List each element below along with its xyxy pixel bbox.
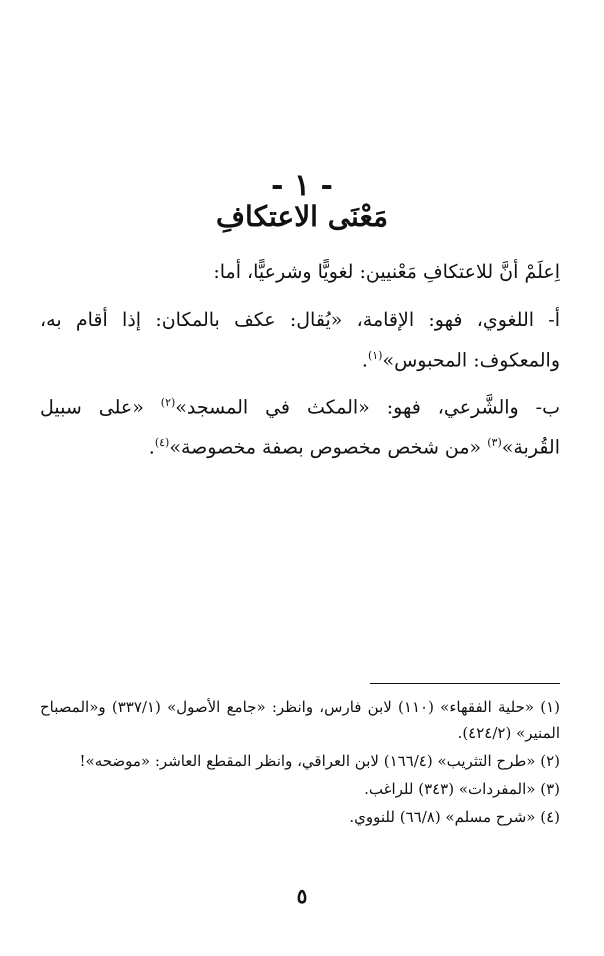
paragraph-legal — [40, 385, 560, 466]
paragraph-legal-text-1: ب- والشَّرعي، فهو: «المكث في المسجد» — [175, 396, 560, 419]
chapter-number: - ١ - — [271, 168, 333, 203]
footnote-4: (٤) «شرح مسلم» (٦٦/٨) للنووي. — [349, 808, 560, 826]
footnote-ref-4: (٤) — [154, 436, 170, 450]
paragraph-linguistic — [40, 302, 560, 378]
paragraph-linguistic-text: أ- اللغوي، فهو: الإقامة، «يُقال: عكف بالمكان: إذا أقام به، والمعكوف: المحبوس» — [40, 309, 560, 372]
footnote-ref-2: (٢) — [160, 396, 176, 409]
footnote-ref-3: (٣) — [487, 436, 502, 450]
footnote-separator — [370, 683, 560, 684]
footnote-ref-1: (١) — [367, 349, 383, 362]
intro-paragraph: اِعلَمْ أنَّ للاعتكافِ مَعْنيين: لغويًّا وشرعيًّا، أما: — [213, 261, 560, 283]
paragraph-legal-text-2: «على سبيل القُربة» — [40, 396, 560, 459]
chapter-title: مَعْنَى الاعتكافِ — [216, 200, 388, 233]
sentence-end: . — [148, 436, 155, 459]
footnote-3: (٣) «المفردات» (٣٤٣) للراغب. — [364, 780, 560, 798]
paragraph-legal-text-3: «من شخص مخصوص بصفة مخصوصة» — [169, 436, 488, 459]
sentence-end: . — [361, 349, 368, 372]
footnote-2: (٢) «طرح التثريب» (١٦٦/٤) لابن العراقي، وانظر المقطع العاشر: «موضحه»! — [79, 752, 560, 770]
page-number: ٥ — [296, 884, 308, 908]
footnotes — [40, 694, 560, 832]
footnote-1: (١) «حلية الفقهاء» (١١٠) لابن فارس، وانظر: «جامع الأصول» (٣٣٧/١) و«المصباح المنير» (٤٢٤/٢). — [40, 698, 560, 742]
